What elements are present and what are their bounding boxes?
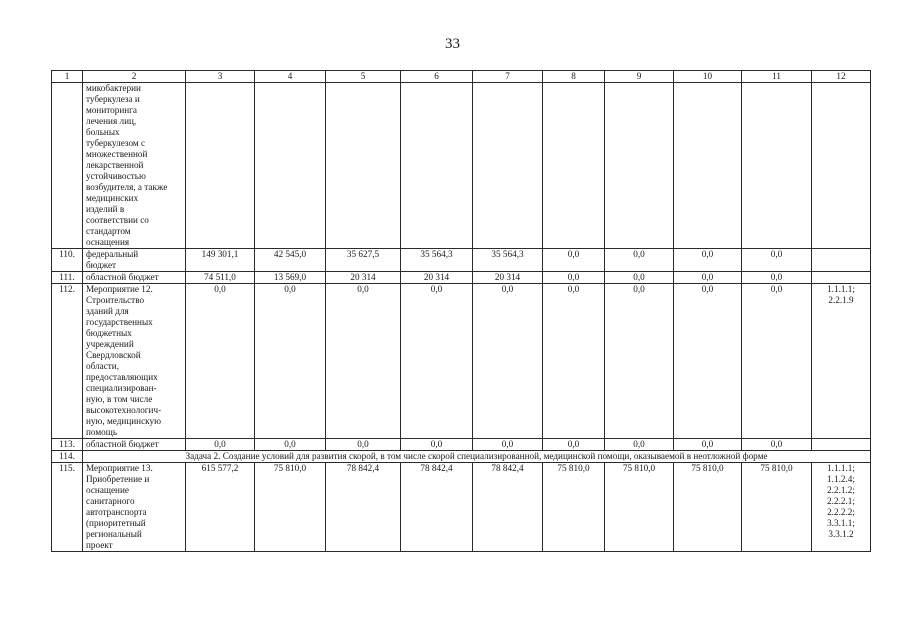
cell-value: [674, 83, 742, 249]
header-cell: 4: [255, 71, 326, 83]
cell-value: 0,0: [674, 249, 742, 272]
cell-value: 0,0: [742, 284, 812, 439]
cell-value: 78 842,4: [326, 463, 401, 552]
cell-value: 35 564,3: [473, 249, 543, 272]
cell-value: 0,0: [401, 439, 473, 451]
table-row: [52, 439, 871, 451]
cell-value: 0,0: [742, 439, 812, 451]
row-number: 115.: [52, 463, 83, 552]
row-name: федеральный бюджет: [83, 249, 186, 272]
cell-value: 0,0: [326, 284, 401, 439]
cell-value: 0,0: [742, 249, 812, 272]
table-row: [52, 284, 871, 439]
cell-value: [742, 83, 812, 249]
cell-value: 78 842,4: [401, 463, 473, 552]
cell-value: 0,0: [674, 439, 742, 451]
row-number: 110.: [52, 249, 83, 272]
cell-value: [543, 83, 605, 249]
cell-value: 0,0: [742, 272, 812, 284]
cell-value: [605, 83, 674, 249]
cell-value: [473, 83, 543, 249]
page-number: 33: [445, 36, 460, 52]
header-cell: 5: [326, 71, 401, 83]
cell-value: 20 314: [401, 272, 473, 284]
cell-value: 13 569,0: [255, 272, 326, 284]
cell-value: 35 627,5: [326, 249, 401, 272]
cell-value: 75 810,0: [255, 463, 326, 552]
cell-value: 615 577,2: [186, 463, 255, 552]
cell-value: 20 314: [326, 272, 401, 284]
cell-value: 0,0: [543, 284, 605, 439]
cell-value: 0,0: [605, 439, 674, 451]
row-name: Мероприятие 12. Строительство зданий для государственных бюджетных учреждений Свердловской области, предоставляющих специализирован- ную, в том числе высокотехнологич- ную, медицинскую помощь: [83, 284, 186, 439]
cell-value: 0,0: [543, 439, 605, 451]
cell-value: 0,0: [543, 272, 605, 284]
cell-value: 0,0: [401, 284, 473, 439]
row-code: [812, 439, 871, 451]
table-row: [52, 249, 871, 272]
cell-value: 0,0: [326, 439, 401, 451]
cell-value: 0,0: [186, 439, 255, 451]
cell-value: 0,0: [255, 439, 326, 451]
row-code: [812, 249, 871, 272]
row-name: областной бюджет: [83, 272, 186, 284]
task-row: [52, 451, 871, 463]
row-name: областной бюджет: [83, 439, 186, 451]
cell-value: [255, 83, 326, 249]
row-number: 114.: [52, 451, 83, 463]
cell-value: [186, 83, 255, 249]
cell-value: 149 301,1: [186, 249, 255, 272]
budget-table: [51, 70, 871, 552]
cell-value: 35 564,3: [401, 249, 473, 272]
header-cell: 1: [52, 71, 83, 83]
header-cell: 2: [83, 71, 186, 83]
cell-value: 75 810,0: [742, 463, 812, 552]
cell-value: 75 810,0: [674, 463, 742, 552]
cell-value: 74 511,0: [186, 272, 255, 284]
table-body: [52, 71, 871, 552]
cell-value: 42 545,0: [255, 249, 326, 272]
cell-value: 0,0: [605, 284, 674, 439]
cell-value: 0,0: [255, 284, 326, 439]
cell-value: 0,0: [605, 249, 674, 272]
cell-value: 0,0: [473, 439, 543, 451]
row-number: 112.: [52, 284, 83, 439]
header-cell: 10: [674, 71, 742, 83]
row-number: 113.: [52, 439, 83, 451]
cell-value: 0,0: [674, 284, 742, 439]
cell-value: 78 842,4: [473, 463, 543, 552]
task-heading: Задача 2. Создание условий для развития скорой, в том числе скорой специализированной, медицинской помощи, оказываемой в неотложной форме: [83, 451, 871, 463]
row-name: Мероприятие 13. Приобретение и оснащение санитарного автотранспорта (приоритетный региональный проект: [83, 463, 186, 552]
header-cell: 6: [401, 71, 473, 83]
table-row: [52, 83, 871, 249]
header-cell: 11: [742, 71, 812, 83]
cell-value: [326, 83, 401, 249]
row-name: микобактерии туберкулеза и мониторинга лечения лиц, больных туберкулезом с множественной лекарственной устойчивостью возбудителя, а также медицинских изделий в соответствии со стандартом оснащения: [83, 83, 186, 249]
cell-value: 0,0: [186, 284, 255, 439]
header-cell: 3: [186, 71, 255, 83]
header-cell: 8: [543, 71, 605, 83]
table-row: [52, 463, 871, 552]
row-code: 1.1.1.1; 1.1.2.4; 2.2.1.2; 2.2.2.1; 2.2.2.2; 3.3.1.1; 3.3.1.2: [812, 463, 871, 552]
row-number: [52, 83, 83, 249]
header-cell: 12: [812, 71, 871, 83]
cell-value: 0,0: [605, 272, 674, 284]
cell-value: 20 314: [473, 272, 543, 284]
cell-value: 0,0: [543, 249, 605, 272]
cell-value: 75 810,0: [543, 463, 605, 552]
header-row: [52, 71, 871, 83]
row-code: [812, 272, 871, 284]
cell-value: 75 810,0: [605, 463, 674, 552]
header-cell: 7: [473, 71, 543, 83]
cell-value: 0,0: [473, 284, 543, 439]
cell-value: [401, 83, 473, 249]
cell-value: 0,0: [674, 272, 742, 284]
row-code: [812, 83, 871, 249]
table-row: [52, 272, 871, 284]
row-number: 111.: [52, 272, 83, 284]
header-cell: 9: [605, 71, 674, 83]
row-code: 1.1.1.1; 2.2.1.9: [812, 284, 871, 439]
